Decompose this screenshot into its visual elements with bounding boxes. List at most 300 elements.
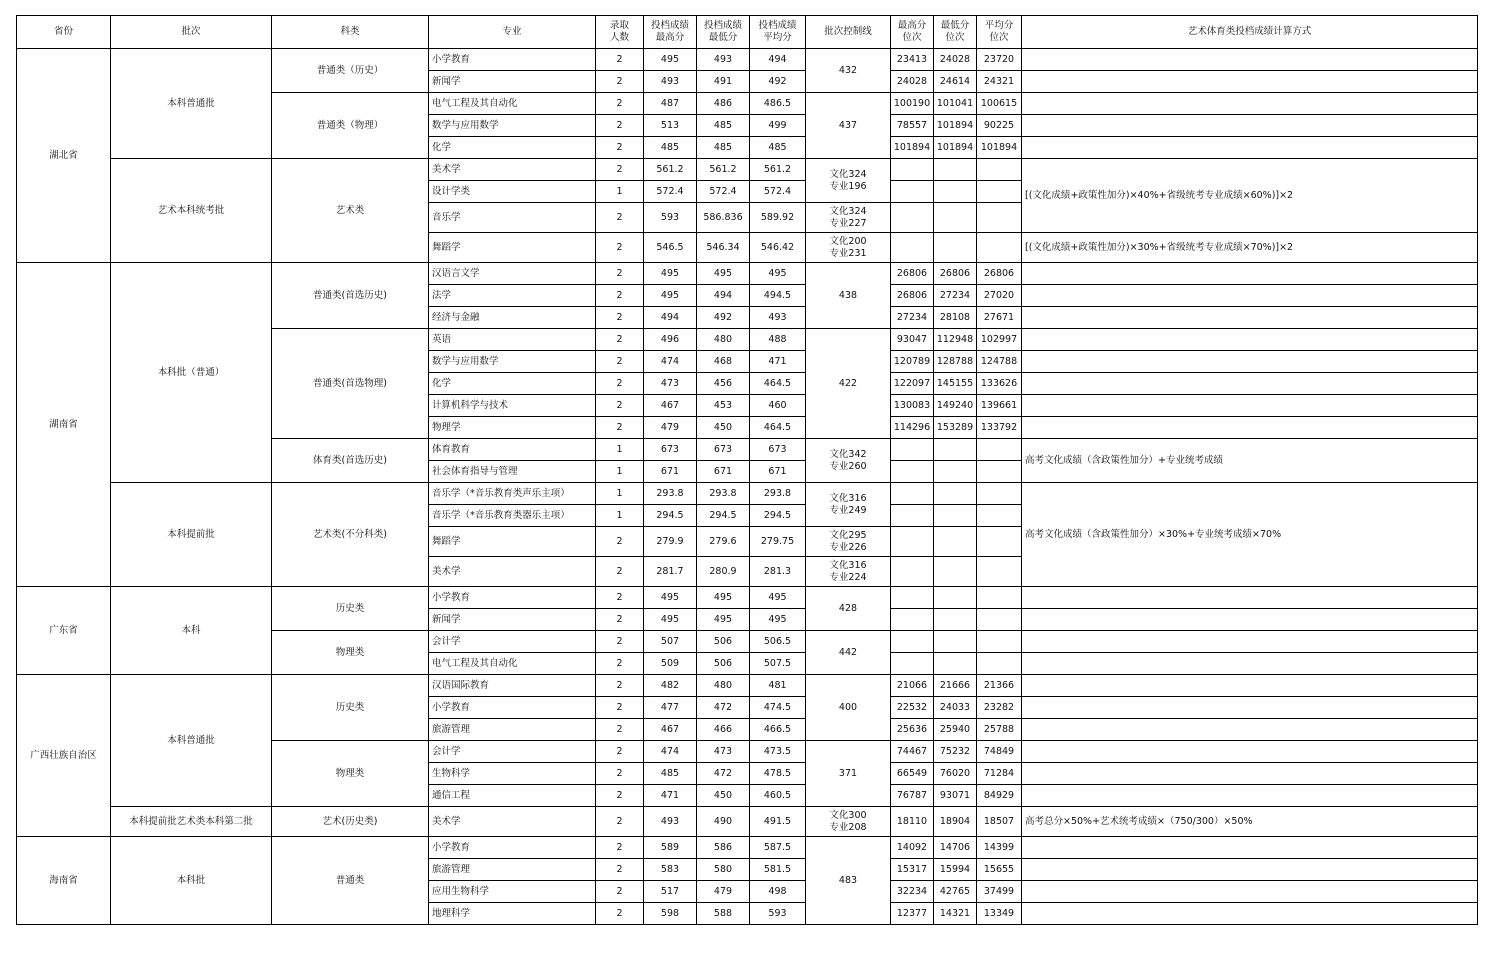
max-rank-cell <box>891 159 934 181</box>
min-rank-cell: 42765 <box>934 881 977 903</box>
major-cell: 新闻学 <box>429 71 596 93</box>
max-rank-cell: 120789 <box>891 351 934 373</box>
max-rank-cell: 12377 <box>891 903 934 925</box>
major-cell: 小学教育 <box>429 837 596 859</box>
batch-cell: 本科批 <box>111 837 272 925</box>
avg-rank-cell <box>977 233 1022 263</box>
avg-score-cell: 491.5 <box>750 807 806 837</box>
control-line-cell: 438 <box>806 263 891 329</box>
major-cell: 舞蹈学 <box>429 527 596 557</box>
max-rank-cell: 74467 <box>891 741 934 763</box>
avg-score-cell: 561.2 <box>750 159 806 181</box>
max-rank-cell <box>891 461 934 483</box>
avg-rank-cell: 101894 <box>977 137 1022 159</box>
min-score-cell: 450 <box>697 417 750 439</box>
table-row <box>17 49 1478 71</box>
category-cell: 物理类 <box>272 741 429 807</box>
avg-rank-cell <box>977 439 1022 461</box>
max-score-cell: 493 <box>644 807 697 837</box>
min-rank-cell: 112948 <box>934 329 977 351</box>
avg-rank-cell: 133792 <box>977 417 1022 439</box>
avg-rank-cell <box>977 631 1022 653</box>
max-rank-cell: 22532 <box>891 697 934 719</box>
admitted-count-cell: 2 <box>596 417 644 439</box>
formula-cell <box>1022 697 1478 719</box>
avg-rank-cell <box>977 653 1022 675</box>
avg-rank-cell <box>977 505 1022 527</box>
max-rank-cell: 66549 <box>891 763 934 785</box>
max-score-cell: 593 <box>644 203 697 233</box>
table-row <box>17 483 1478 505</box>
major-cell: 会计学 <box>429 631 596 653</box>
category-cell: 普通类(首选物理) <box>272 329 429 439</box>
min-score-cell: 673 <box>697 439 750 461</box>
admitted-count-cell: 2 <box>596 395 644 417</box>
min-score-cell: 466 <box>697 719 750 741</box>
min-score-cell: 491 <box>697 71 750 93</box>
avg-score-cell: 507.5 <box>750 653 806 675</box>
formula-cell <box>1022 653 1478 675</box>
major-cell: 社会体育指导与管理 <box>429 461 596 483</box>
control-line-cell: 文化295 专业226 <box>806 527 891 557</box>
admitted-count-cell: 2 <box>596 115 644 137</box>
min-score-cell: 280.9 <box>697 557 750 587</box>
max-score-cell: 509 <box>644 653 697 675</box>
max-score-cell: 495 <box>644 49 697 71</box>
max-rank-cell <box>891 181 934 203</box>
max-score-cell: 673 <box>644 439 697 461</box>
min-score-cell: 485 <box>697 115 750 137</box>
avg-score-cell: 485 <box>750 137 806 159</box>
admitted-count-cell: 2 <box>596 93 644 115</box>
control-line-cell: 文化316 专业249 <box>806 483 891 527</box>
control-line-cell: 442 <box>806 631 891 675</box>
max-score-cell: 279.9 <box>644 527 697 557</box>
admitted-count-cell: 2 <box>596 351 644 373</box>
min-score-cell: 450 <box>697 785 750 807</box>
avg-score-cell: 499 <box>750 115 806 137</box>
province-cell: 湖南省 <box>17 263 111 587</box>
control-line-cell: 文化200 专业231 <box>806 233 891 263</box>
min-score-cell: 492 <box>697 307 750 329</box>
batch-cell: 艺术本科统考批 <box>111 159 272 263</box>
avg-score-cell: 460.5 <box>750 785 806 807</box>
min-rank-cell: 26806 <box>934 263 977 285</box>
min-rank-cell: 101894 <box>934 115 977 137</box>
avg-rank-cell: 90225 <box>977 115 1022 137</box>
avg-score-cell: 546.42 <box>750 233 806 263</box>
max-rank-cell: 25636 <box>891 719 934 741</box>
avg-rank-cell <box>977 609 1022 631</box>
admitted-count-cell: 2 <box>596 903 644 925</box>
avg-score-cell: 481 <box>750 675 806 697</box>
major-cell: 美术学 <box>429 159 596 181</box>
admitted-count-cell: 2 <box>596 527 644 557</box>
batch-cell: 本科批（普通） <box>111 263 272 483</box>
control-line-cell: 文化300 专业208 <box>806 807 891 837</box>
max-score-cell: 485 <box>644 763 697 785</box>
formula-cell <box>1022 115 1478 137</box>
avg-score-cell: 474.5 <box>750 697 806 719</box>
max-rank-cell <box>891 483 934 505</box>
min-rank-cell: 101894 <box>934 137 977 159</box>
max-score-cell: 485 <box>644 137 697 159</box>
category-cell: 普通类（历史） <box>272 49 429 93</box>
min-score-cell: 485 <box>697 137 750 159</box>
min-score-cell: 480 <box>697 675 750 697</box>
max-score-cell: 507 <box>644 631 697 653</box>
col-header-min-score: 投档成绩 最低分 <box>697 16 750 49</box>
max-score-cell: 281.7 <box>644 557 697 587</box>
min-rank-cell <box>934 587 977 609</box>
major-cell: 体育教育 <box>429 439 596 461</box>
formula-cell <box>1022 285 1478 307</box>
avg-rank-cell <box>977 461 1022 483</box>
min-rank-cell: 149240 <box>934 395 977 417</box>
avg-score-cell: 460 <box>750 395 806 417</box>
min-score-cell: 572.4 <box>697 181 750 203</box>
min-score-cell: 453 <box>697 395 750 417</box>
formula-cell <box>1022 351 1478 373</box>
admitted-count-cell: 2 <box>596 159 644 181</box>
min-rank-cell: 101041 <box>934 93 977 115</box>
avg-score-cell: 581.5 <box>750 859 806 881</box>
admitted-count-cell: 2 <box>596 203 644 233</box>
avg-score-cell: 589.92 <box>750 203 806 233</box>
category-cell: 历史类 <box>272 675 429 741</box>
min-rank-cell: 93071 <box>934 785 977 807</box>
formula-cell <box>1022 785 1478 807</box>
col-header-major: 专业 <box>429 16 596 49</box>
max-score-cell: 487 <box>644 93 697 115</box>
min-score-cell: 495 <box>697 263 750 285</box>
avg-rank-cell <box>977 159 1022 181</box>
major-cell: 会计学 <box>429 741 596 763</box>
max-rank-cell: 78557 <box>891 115 934 137</box>
major-cell: 小学教育 <box>429 697 596 719</box>
major-cell: 音乐学（*音乐教育类器乐主项） <box>429 505 596 527</box>
min-score-cell: 294.5 <box>697 505 750 527</box>
avg-rank-cell: 23720 <box>977 49 1022 71</box>
max-score-cell: 477 <box>644 697 697 719</box>
admitted-count-cell: 2 <box>596 373 644 395</box>
avg-score-cell: 488 <box>750 329 806 351</box>
control-line-cell: 432 <box>806 49 891 93</box>
max-score-cell: 473 <box>644 373 697 395</box>
avg-rank-cell <box>977 527 1022 557</box>
max-rank-cell: 26806 <box>891 285 934 307</box>
avg-rank-cell <box>977 557 1022 587</box>
max-score-cell: 496 <box>644 329 697 351</box>
min-score-cell: 546.34 <box>697 233 750 263</box>
min-rank-cell <box>934 609 977 631</box>
max-rank-cell: 114296 <box>891 417 934 439</box>
admitted-count-cell: 2 <box>596 741 644 763</box>
category-cell: 普通类（物理） <box>272 93 429 159</box>
major-cell: 舞蹈学 <box>429 233 596 263</box>
formula-cell: [(文化成绩+政策性加分)×40%+省级统考专业成绩×60%)]×2 <box>1022 159 1478 233</box>
min-score-cell: 468 <box>697 351 750 373</box>
max-score-cell: 495 <box>644 263 697 285</box>
max-score-cell: 671 <box>644 461 697 483</box>
min-rank-cell <box>934 653 977 675</box>
avg-score-cell: 294.5 <box>750 505 806 527</box>
major-cell: 设计学类 <box>429 181 596 203</box>
avg-rank-cell: 21366 <box>977 675 1022 697</box>
avg-score-cell: 478.5 <box>750 763 806 785</box>
avg-score-cell: 495 <box>750 587 806 609</box>
min-rank-cell: 27234 <box>934 285 977 307</box>
admitted-count-cell: 2 <box>596 307 644 329</box>
avg-score-cell: 494.5 <box>750 285 806 307</box>
admitted-count-cell: 2 <box>596 631 644 653</box>
min-rank-cell <box>934 181 977 203</box>
max-rank-cell <box>891 505 934 527</box>
min-score-cell: 495 <box>697 587 750 609</box>
formula-cell <box>1022 719 1478 741</box>
min-score-cell: 588 <box>697 903 750 925</box>
control-line-cell: 文化316 专业224 <box>806 557 891 587</box>
min-rank-cell: 24614 <box>934 71 977 93</box>
max-rank-cell: 18110 <box>891 807 934 837</box>
max-rank-cell <box>891 439 934 461</box>
min-score-cell: 479 <box>697 881 750 903</box>
max-rank-cell: 130083 <box>891 395 934 417</box>
max-rank-cell: 100190 <box>891 93 934 115</box>
max-rank-cell <box>891 233 934 263</box>
min-rank-cell: 24033 <box>934 697 977 719</box>
avg-rank-cell: 133626 <box>977 373 1022 395</box>
admitted-count-cell: 2 <box>596 71 644 93</box>
avg-rank-cell: 14399 <box>977 837 1022 859</box>
max-score-cell: 482 <box>644 675 697 697</box>
min-score-cell: 671 <box>697 461 750 483</box>
batch-cell: 本科普通批 <box>111 49 272 159</box>
major-cell: 法学 <box>429 285 596 307</box>
max-rank-cell <box>891 609 934 631</box>
major-cell: 化学 <box>429 137 596 159</box>
major-cell: 英语 <box>429 329 596 351</box>
min-rank-cell <box>934 233 977 263</box>
min-rank-cell: 145155 <box>934 373 977 395</box>
min-rank-cell <box>934 483 977 505</box>
admitted-count-cell: 2 <box>596 137 644 159</box>
admitted-count-cell: 2 <box>596 233 644 263</box>
min-rank-cell <box>934 461 977 483</box>
formula-cell <box>1022 263 1478 285</box>
max-rank-cell <box>891 631 934 653</box>
col-header-max-score: 投档成绩 最高分 <box>644 16 697 49</box>
category-cell: 艺术类 <box>272 159 429 263</box>
avg-score-cell: 464.5 <box>750 373 806 395</box>
min-rank-cell: 15994 <box>934 859 977 881</box>
max-rank-cell: 93047 <box>891 329 934 351</box>
avg-score-cell: 493 <box>750 307 806 329</box>
max-rank-cell: 32234 <box>891 881 934 903</box>
control-line-cell: 文化324 专业196 <box>806 159 891 203</box>
major-cell: 汉语言文学 <box>429 263 596 285</box>
major-cell: 电气工程及其自动化 <box>429 93 596 115</box>
col-header-category: 科类 <box>272 16 429 49</box>
formula-cell <box>1022 631 1478 653</box>
max-score-cell: 561.2 <box>644 159 697 181</box>
min-rank-cell <box>934 439 977 461</box>
table-row <box>17 837 1478 859</box>
admitted-count-cell: 2 <box>596 49 644 71</box>
avg-rank-cell <box>977 203 1022 233</box>
col-header-max-rank: 最高分 位次 <box>891 16 934 49</box>
formula-cell <box>1022 609 1478 631</box>
formula-cell <box>1022 741 1478 763</box>
max-score-cell: 583 <box>644 859 697 881</box>
admitted-count-cell: 2 <box>596 697 644 719</box>
major-cell: 经济与金融 <box>429 307 596 329</box>
control-line-cell: 428 <box>806 587 891 631</box>
max-score-cell: 494 <box>644 307 697 329</box>
max-rank-cell: 24028 <box>891 71 934 93</box>
max-rank-cell <box>891 653 934 675</box>
min-rank-cell: 128788 <box>934 351 977 373</box>
category-cell: 物理类 <box>272 631 429 675</box>
table-row <box>17 263 1478 285</box>
admitted-count-cell: 1 <box>596 461 644 483</box>
major-cell: 美术学 <box>429 807 596 837</box>
formula-cell <box>1022 395 1478 417</box>
min-score-cell: 480 <box>697 329 750 351</box>
major-cell: 汉语国际教育 <box>429 675 596 697</box>
min-rank-cell <box>934 505 977 527</box>
province-cell: 广东省 <box>17 587 111 675</box>
control-line-cell: 483 <box>806 837 891 925</box>
major-cell: 小学教育 <box>429 49 596 71</box>
avg-score-cell: 498 <box>750 881 806 903</box>
col-header-control-line: 批次控制线 <box>806 16 891 49</box>
major-cell: 旅游管理 <box>429 859 596 881</box>
avg-score-cell: 587.5 <box>750 837 806 859</box>
admitted-count-cell: 2 <box>596 329 644 351</box>
avg-score-cell: 492 <box>750 71 806 93</box>
min-score-cell: 495 <box>697 609 750 631</box>
admitted-count-cell: 1 <box>596 439 644 461</box>
admission-score-table <box>16 15 1478 925</box>
admitted-count-cell: 2 <box>596 675 644 697</box>
max-score-cell: 495 <box>644 587 697 609</box>
admitted-count-cell: 2 <box>596 263 644 285</box>
min-rank-cell <box>934 159 977 181</box>
control-line-cell: 422 <box>806 329 891 439</box>
formula-cell: 高考文化成绩（含政策性加分）+专业统考成绩 <box>1022 439 1478 483</box>
major-cell: 物理学 <box>429 417 596 439</box>
admitted-count-cell: 2 <box>596 837 644 859</box>
max-score-cell: 598 <box>644 903 697 925</box>
avg-score-cell: 671 <box>750 461 806 483</box>
province-cell: 海南省 <box>17 837 111 925</box>
min-rank-cell: 153289 <box>934 417 977 439</box>
formula-cell <box>1022 417 1478 439</box>
province-cell: 湖北省 <box>17 49 111 263</box>
formula-cell <box>1022 675 1478 697</box>
table-row <box>17 587 1478 609</box>
formula-cell <box>1022 587 1478 609</box>
avg-rank-cell: 15655 <box>977 859 1022 881</box>
min-rank-cell: 14321 <box>934 903 977 925</box>
avg-score-cell: 572.4 <box>750 181 806 203</box>
avg-rank-cell: 23282 <box>977 697 1022 719</box>
avg-rank-cell: 25788 <box>977 719 1022 741</box>
min-rank-cell: 75232 <box>934 741 977 763</box>
major-cell: 小学教育 <box>429 587 596 609</box>
max-rank-cell: 27234 <box>891 307 934 329</box>
admitted-count-cell: 2 <box>596 587 644 609</box>
col-header-avg-rank: 平均分 位次 <box>977 16 1022 49</box>
max-score-cell: 293.8 <box>644 483 697 505</box>
min-rank-cell: 18904 <box>934 807 977 837</box>
min-score-cell: 493 <box>697 49 750 71</box>
min-rank-cell: 28108 <box>934 307 977 329</box>
max-rank-cell: 23413 <box>891 49 934 71</box>
admitted-count-cell: 2 <box>596 763 644 785</box>
major-cell: 生物科学 <box>429 763 596 785</box>
formula-cell <box>1022 373 1478 395</box>
formula-cell <box>1022 71 1478 93</box>
batch-cell: 本科普通批 <box>111 675 272 807</box>
min-rank-cell: 24028 <box>934 49 977 71</box>
avg-rank-cell: 13349 <box>977 903 1022 925</box>
formula-cell: [(文化成绩+政策性加分)×30%+省级统考专业成绩×70%)]×2 <box>1022 233 1478 263</box>
admitted-count-cell: 1 <box>596 505 644 527</box>
formula-cell: 高考文化成绩（含政策性加分）×30%+专业统考成绩×70% <box>1022 483 1478 587</box>
formula-cell <box>1022 837 1478 859</box>
major-cell: 新闻学 <box>429 609 596 631</box>
category-cell: 艺术类(不分科类) <box>272 483 429 587</box>
category-cell: 普通类(首选历史) <box>272 263 429 329</box>
max-rank-cell: 26806 <box>891 263 934 285</box>
max-rank-cell: 101894 <box>891 137 934 159</box>
major-cell: 电气工程及其自动化 <box>429 653 596 675</box>
max-score-cell: 493 <box>644 71 697 93</box>
min-score-cell: 472 <box>697 697 750 719</box>
avg-score-cell: 471 <box>750 351 806 373</box>
max-rank-cell: 122097 <box>891 373 934 395</box>
max-score-cell: 495 <box>644 285 697 307</box>
max-rank-cell: 14092 <box>891 837 934 859</box>
category-cell: 体育类(首选历史) <box>272 439 429 483</box>
formula-cell <box>1022 881 1478 903</box>
min-rank-cell <box>934 631 977 653</box>
batch-cell: 本科提前批艺术类本科第二批 <box>111 807 272 837</box>
max-score-cell: 479 <box>644 417 697 439</box>
avg-score-cell: 486.5 <box>750 93 806 115</box>
min-score-cell: 506 <box>697 653 750 675</box>
avg-score-cell: 673 <box>750 439 806 461</box>
avg-score-cell: 473.5 <box>750 741 806 763</box>
admitted-count-cell: 2 <box>596 881 644 903</box>
max-rank-cell: 76787 <box>891 785 934 807</box>
avg-rank-cell: 27671 <box>977 307 1022 329</box>
admitted-count-cell: 2 <box>596 785 644 807</box>
major-cell: 数学与应用数学 <box>429 351 596 373</box>
min-score-cell: 506 <box>697 631 750 653</box>
min-rank-cell: 21666 <box>934 675 977 697</box>
admission-table-container <box>16 15 1478 925</box>
max-score-cell: 471 <box>644 785 697 807</box>
avg-rank-cell: 124788 <box>977 351 1022 373</box>
formula-cell <box>1022 859 1478 881</box>
avg-score-cell: 593 <box>750 903 806 925</box>
admitted-count-cell: 2 <box>596 719 644 741</box>
control-line-cell: 文化342 专业260 <box>806 439 891 483</box>
min-rank-cell <box>934 527 977 557</box>
